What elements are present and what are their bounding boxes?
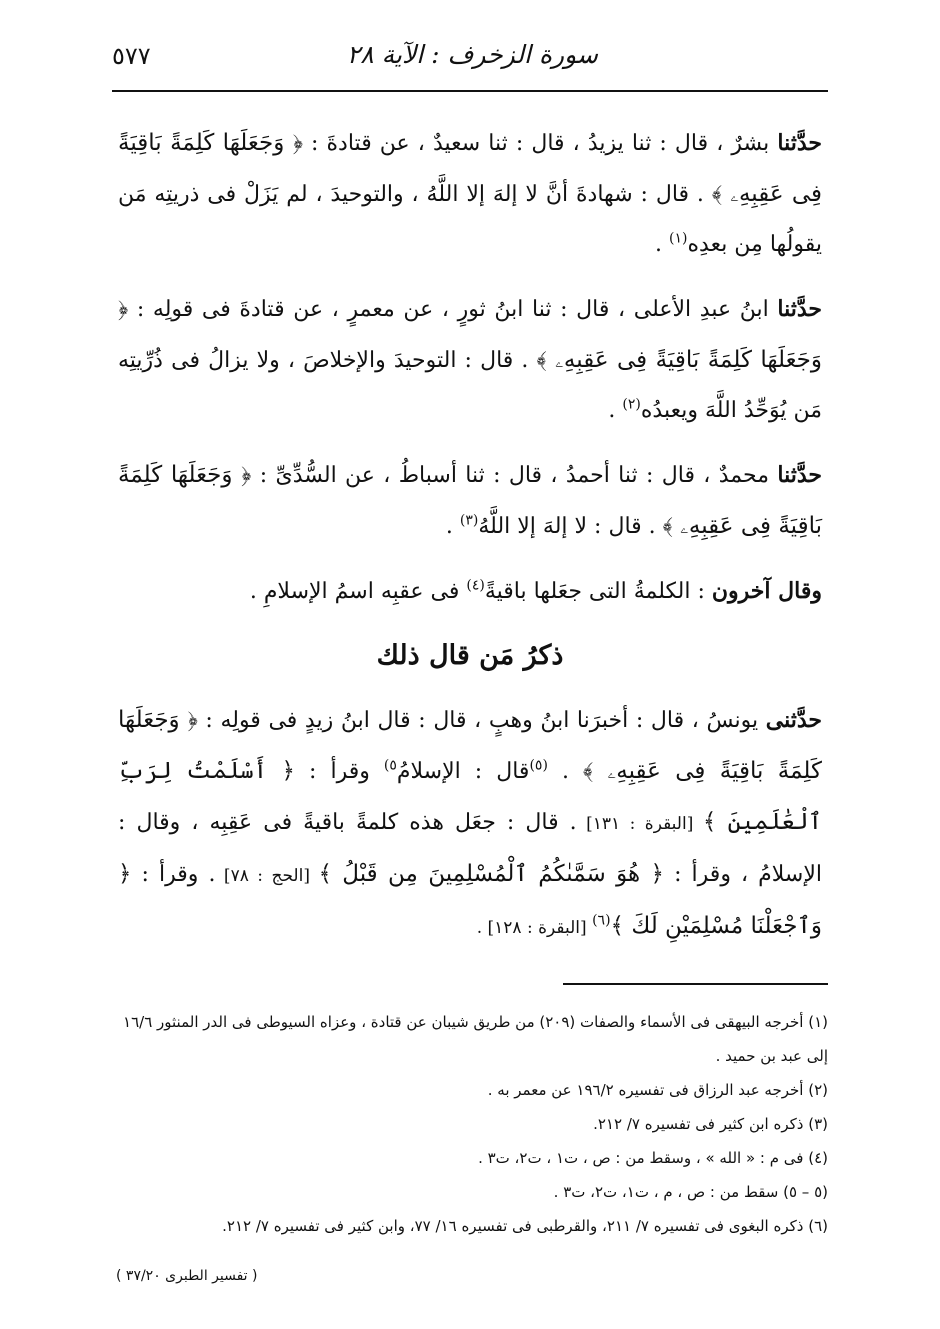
footnote-2: (٢) أخرجه عبد الرزاق فى تفسيره ١٩٦/٢ عن معمر به . xyxy=(487,1081,828,1099)
paragraph-2 xyxy=(118,284,822,436)
footnote-marker: (٦) xyxy=(592,912,611,929)
quran-quote: ﴿ وَجَعَلَهَا كَلِمَةً بَاقِيَةً فِى عَقِبِهِۦ ﴾ xyxy=(118,462,822,539)
footnote-3: (٣) ذكره ابن كثير فى تفسيره ٧/ ٢١٢. xyxy=(593,1115,828,1133)
section-heading: ذكرُ مَن قال ذلك xyxy=(376,640,564,671)
header-rule xyxy=(112,90,828,92)
paragraph-text: . قال : التوحيدَ والإخلاصَ ، ولا يزالُ فى ذُرِّيتِه مَن يُوَحِّدُ اللَّهَ ويعبدُه xyxy=(118,348,822,423)
footnote-marker: (٥) xyxy=(529,757,548,774)
footnote-5: (٥ – ٥) سقط من : ص ، م ، ت١، ت٢، ت٣ . xyxy=(553,1183,828,1201)
paragraph-3 xyxy=(118,450,822,552)
quran-quote: ﴿ هُوَ سَمَّىٰكُمُ ٱلْمُسْلِمِينَ مِن قَبْلُ ﴾ xyxy=(318,861,665,887)
paragraph-lead: حدَّثنا xyxy=(777,462,822,488)
paragraph-1 xyxy=(118,118,822,270)
paragraph-text: وقرأ : xyxy=(294,759,384,784)
page-header xyxy=(112,40,828,76)
paragraph-text: : الكلمةُ التى جعَلها باقيةً xyxy=(484,579,712,604)
paragraph-5 xyxy=(118,695,822,953)
footnotes xyxy=(112,1005,828,1243)
footnote-1: (١) أخرجه البيهقى فى الأسماء والصفات (٢٠٩) من طريق شيبان عن قتادة ، وعزاه السيوطى فى الدر المنثور ١٦/٦ إلى عبد بن حميد . xyxy=(123,1013,828,1065)
paragraph-lead: حدَّثنا xyxy=(777,296,822,322)
paragraph-end: . xyxy=(655,232,670,257)
paragraph-text: محمدٌ ، قال : ثنا أحمدُ ، قال : ثنا أسباطُ ، عن السُّدِّىِّ : xyxy=(251,463,778,488)
paragraph-4 xyxy=(118,566,822,617)
page-number: ٥٧٧ xyxy=(112,42,151,70)
paragraph-text: ابنُ عبدِ الأعلى ، قال : ثنا ابنُ ثورٍ ، عن معمرٍ ، عن قتادةَ فى قولِه : xyxy=(128,297,778,322)
paragraph-text: يونسُ ، قال : أخبرَنا ابنُ وهبٍ ، قال : قال ابنُ زيدٍ فى قولِه : xyxy=(197,708,766,733)
footnote-marker: (٢) xyxy=(622,396,641,413)
paragraph-end: . xyxy=(445,514,460,539)
main-text xyxy=(118,118,822,967)
footnote-marker: ٥) xyxy=(383,757,397,774)
running-title: سورة الزخرف : الآية ٢٨ xyxy=(346,40,598,69)
quran-quote: ﴿ وَجَعَلَهَا كَلِمَةً بَاقِيَةً فِى عَقِبِهِۦ ﴾ xyxy=(118,130,822,207)
paragraph-text: . وقرأ : xyxy=(131,862,216,887)
paragraph-end: . xyxy=(608,398,623,423)
footnote-6: (٦) ذكره البغوى فى تفسيره ٧/ ٢١١، والقرطبى فى تفسيره ١٦/ ٧٧، وابن كثير فى تفسيره ٧/ ٢١٢. xyxy=(222,1217,828,1235)
paragraph-text: بشرٌ ، قال : ثنا يزيدُ ، قال : ثنا سعيدٌ ، عن قتادةَ : xyxy=(302,131,778,156)
paragraph-lead: وقال آخرون xyxy=(711,578,822,604)
paragraph-text: قال : الإسلامُ xyxy=(396,759,530,784)
paragraph-lead: حدَّثنى xyxy=(765,707,822,733)
verse-reference: [الحج : ٧٨] xyxy=(215,866,319,886)
paragraph-lead: حدَّثنا xyxy=(777,130,822,156)
paragraph-text: . قال : شهادةَ أنَّ لا إلهَ إلا اللَّهُ ، والتوحيدَ ، لم يَزَلْ فى ذريتِه مَن يقولُها مِن بعدِه xyxy=(118,182,822,257)
paragraph-text: فى عقبِه اسمُ الإسلامِ . xyxy=(249,579,467,604)
footnote-4: (٤) فى م : « الله » ، وسقط من : ص ، ت١ ، ت٢، ت٣ . xyxy=(478,1149,828,1167)
quran-quote: ﴿ وَٱجْعَلْنَا مُسْلِمَيْنِ لَكَ ﴾ xyxy=(118,861,822,939)
quran-quote: ﴿ وَجَعَلَهَا كَلِمَةً بَاقِيَةً فِى عَقِبِهِۦ ﴾ xyxy=(118,296,822,373)
quran-quote: ﴿ وَجَعَلَهَا كَلِمَةً بَاقِيَةً فِى عَقِبِهِۦ ﴾ xyxy=(118,707,822,784)
source-reference: ( تفسير الطبرى ٣٧/٢٠ ) xyxy=(116,1268,258,1284)
footnote-marker: (٤) xyxy=(466,577,485,594)
paragraph-text: . قال : جعَل هذه كلمةً باقيةً فى عَقِبِه ، وقال : الإسلامُ ، وقرأ : xyxy=(118,810,823,887)
verse-reference: [البقرة : ١٣١] xyxy=(576,814,703,834)
paragraph-text: . قال : لا إلهَ إلا اللَّهُ xyxy=(478,514,663,539)
quran-quote: ﴿ أَسْلَمْتُ لِرَبِّ ٱلْعَٰلَمِينَ ﴾ xyxy=(118,758,822,835)
verse-reference: [البقرة : ١٢٨] . xyxy=(476,918,593,938)
footnote-marker: (٣) xyxy=(459,512,479,529)
footnote-rule xyxy=(563,983,828,985)
paragraph-text: . xyxy=(547,759,583,784)
footnote-marker: (١) xyxy=(669,230,688,247)
